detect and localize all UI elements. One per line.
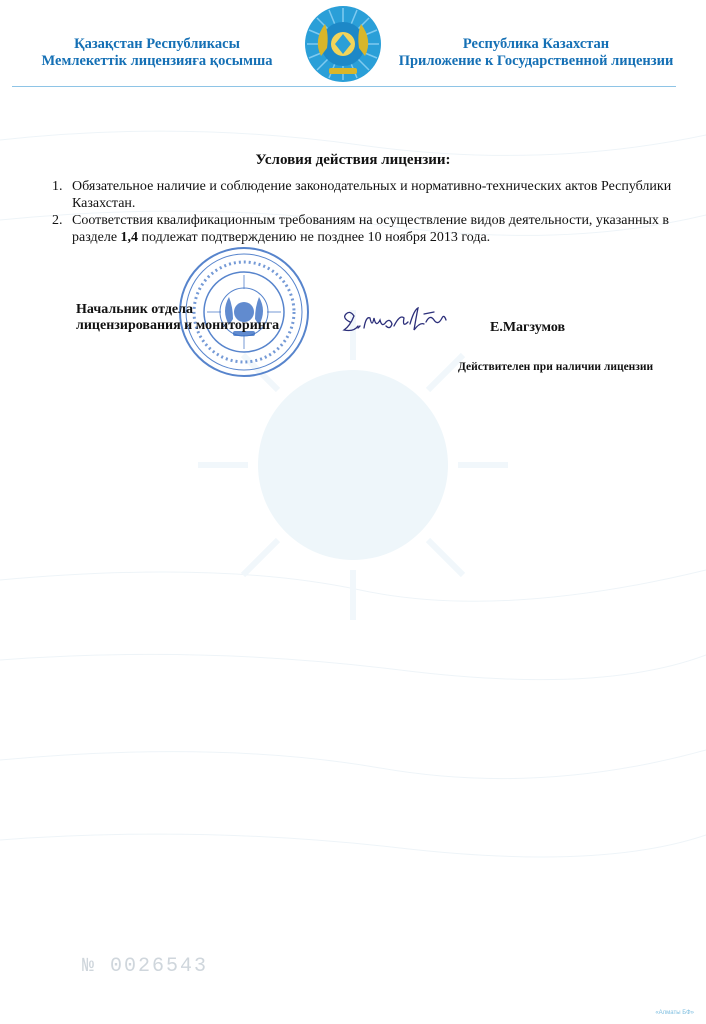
header-russian-line2: Приложение к Государственной лицензии [398, 53, 674, 69]
condition-item [52, 212, 672, 246]
validity-note: Действителен при наличии лицензии [458, 361, 654, 373]
signer-name: Е.Магзумов [490, 320, 566, 335]
header-kazakh-line1: Қазақстан Республикасы [74, 36, 240, 52]
printer-mark: «Алматы БФ» [655, 1010, 694, 1016]
state-emblem-icon [303, 4, 383, 84]
header-divider [12, 86, 676, 87]
condition-number: 1. [52, 179, 63, 194]
conditions-list [52, 178, 672, 246]
header-russian [388, 36, 684, 70]
signer-position-line2: лицензирования и мониторинга [76, 318, 280, 333]
condition-text-part2: подлежат подтверждению не позднее 10 ноября 2013 года. [138, 230, 491, 245]
handwritten-signature-icon [338, 304, 456, 338]
condition-text-part1: Соответствия квалификационным требованиям на осуществление видов деятельности, указанных в разделе [72, 213, 669, 245]
condition-number: 2. [52, 213, 63, 228]
header-kazakh-line2: Мемлекеттік лицензияға қосымша [41, 53, 273, 69]
condition-item [52, 178, 672, 212]
signer-position [76, 302, 279, 334]
condition-section-numbers: 1,4 [120, 230, 139, 245]
header-kazakh [22, 36, 292, 70]
condition-text: Обязательное наличие и соблюдение законодательных и нормативно-технических актов Республики Казахстан. [72, 179, 672, 211]
header-russian-line1: Республика Казахстан [462, 36, 610, 52]
signer-position-line1: Начальник отдела [76, 302, 193, 317]
conditions-title: Условия действия лицензии: [255, 152, 451, 168]
form-serial-number: № 0026543 [82, 955, 209, 978]
